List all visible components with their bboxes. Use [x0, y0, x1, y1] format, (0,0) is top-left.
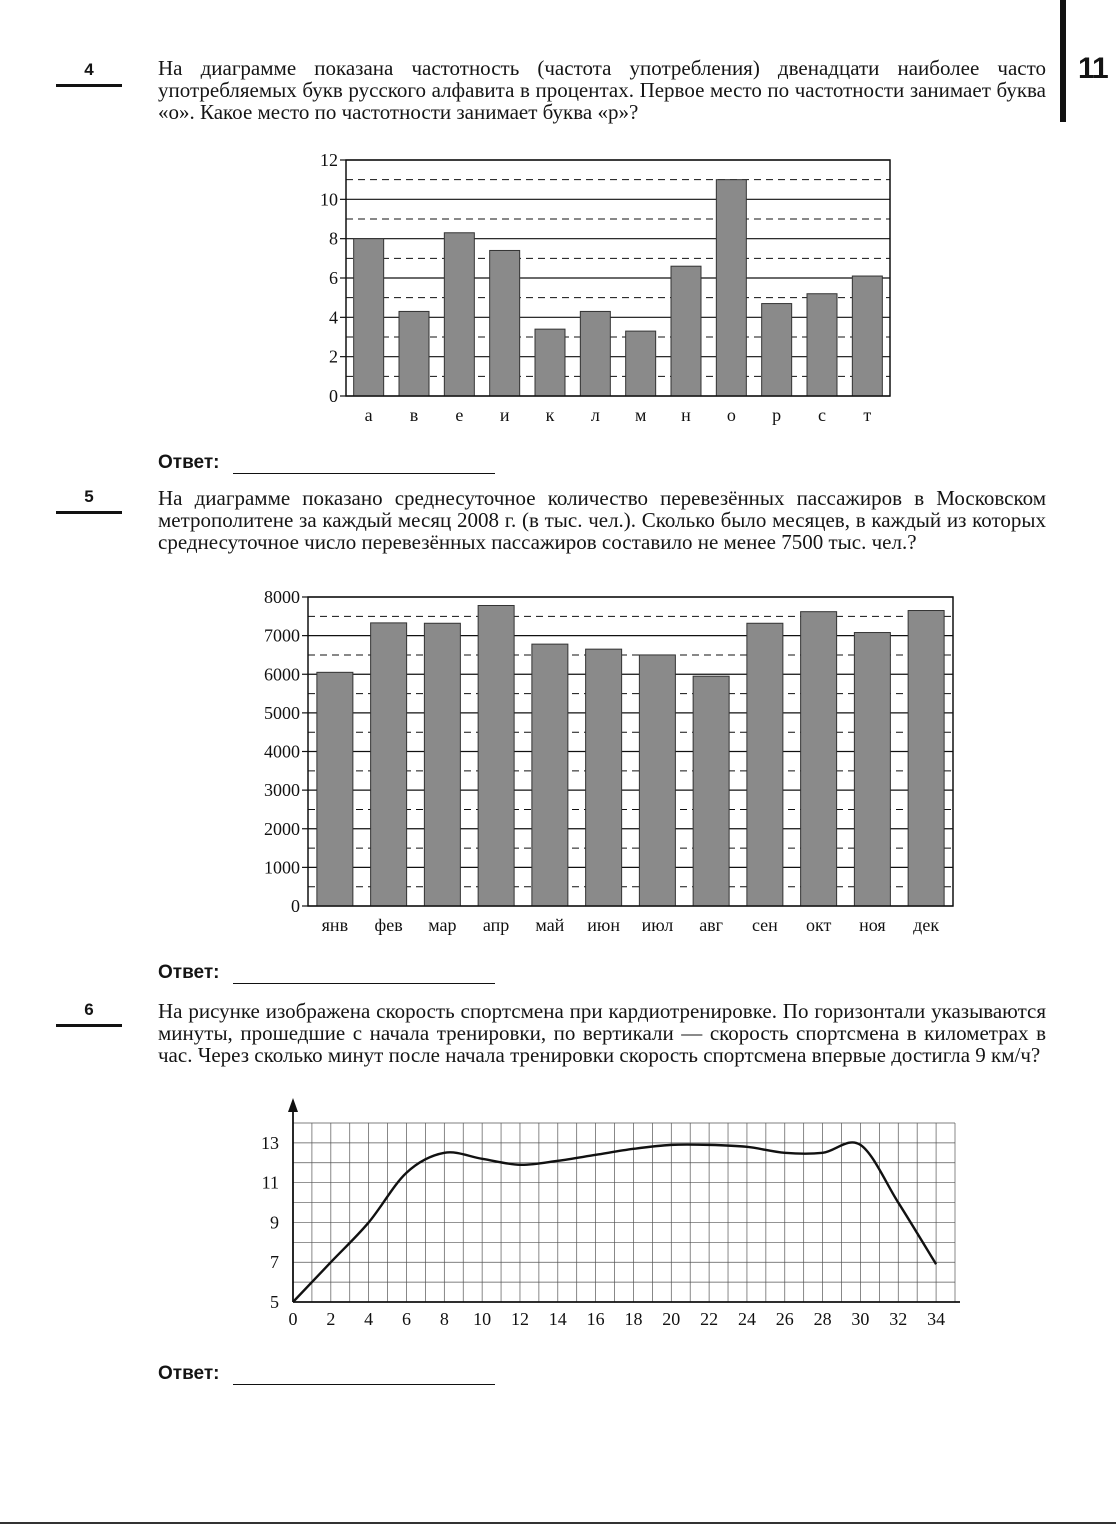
- task-4-answer-label: Ответ:: [158, 452, 220, 473]
- x-tick-label: 4: [364, 1309, 374, 1329]
- bar-сен: [747, 623, 783, 906]
- x-tick-label: т: [863, 405, 872, 425]
- task-5-answer: [158, 962, 495, 984]
- x-tick-label: фев: [374, 915, 403, 935]
- x-tick-label: 20: [662, 1309, 681, 1329]
- x-tick-label: сен: [751, 915, 778, 935]
- y-tick-label: 2000: [264, 818, 300, 839]
- y-tick-label: 7: [270, 1252, 279, 1273]
- task-5-number: 5: [56, 487, 122, 514]
- x-tick-label: о: [726, 405, 736, 425]
- x-tick-label: 12: [510, 1309, 529, 1329]
- bar-окт: [801, 612, 837, 906]
- x-tick-label: апр: [482, 915, 510, 935]
- bar-н: [671, 266, 701, 396]
- y-tick-label: 9: [270, 1212, 279, 1233]
- x-tick-label: 26: [775, 1309, 794, 1329]
- y-tick-label: 4: [329, 307, 338, 328]
- x-tick-label: 6: [401, 1309, 411, 1329]
- bar-май: [532, 644, 568, 906]
- y-tick-label: 0: [329, 386, 338, 406]
- x-tick-label: с: [818, 405, 826, 425]
- task-4-answer-field[interactable]: [233, 472, 495, 474]
- y-tick-label: 3000: [264, 780, 300, 801]
- y-tick-label: 6: [329, 268, 338, 288]
- bar-а: [354, 239, 384, 396]
- task-5-text: На диаграмме показано среднесуточное количество перевезённых пассажиров в Московском метрополитене за каждый месяц 2008 г. (в тыс. чел.). Сколько было месяцев, в каждый из которых среднесуточное число перевезённых пассажиров составило не менее 7500 тыс. чел.?: [158, 486, 1046, 554]
- x-tick-label: 18: [624, 1309, 643, 1329]
- task-4-text: На диаграмме показана частотность (частота употребления) двенадцати наиболее часто употребляемых букв русского алфавита в процентах. Первое место по частотности занимает буква «о». Какое место по частотности занимает буква «р»?: [158, 56, 1046, 124]
- x-tick-label: н: [681, 405, 691, 425]
- letter-frequency-chart: [300, 145, 900, 430]
- y-tick-label: 6000: [264, 664, 300, 685]
- x-tick-label: в: [409, 405, 419, 425]
- x-tick-label: 8: [439, 1309, 449, 1329]
- y-tick-label: 11: [261, 1172, 279, 1193]
- bar-июн: [586, 649, 622, 906]
- task-5-answer-label: Ответ:: [158, 962, 220, 983]
- x-tick-label: 34: [927, 1309, 946, 1329]
- x-tick-label: е: [455, 405, 464, 425]
- bar-с: [807, 294, 837, 396]
- task-6-answer-field[interactable]: [233, 1383, 495, 1385]
- x-tick-label: 10: [473, 1309, 492, 1329]
- y-tick-label: 0: [291, 896, 300, 916]
- bar-фев: [371, 623, 407, 906]
- bar-к: [535, 329, 565, 396]
- x-tick-label: июл: [641, 915, 674, 935]
- y-tick-label: 7000: [264, 625, 300, 646]
- bar-е: [444, 233, 474, 396]
- x-tick-label: 32: [889, 1309, 908, 1329]
- x-tick-label: янв: [321, 915, 349, 935]
- page-bottom-rule: [0, 1522, 1116, 1524]
- x-tick-label: м: [634, 405, 647, 425]
- bar-ноя: [854, 633, 890, 906]
- y-tick-label: 1000: [264, 857, 300, 878]
- bar-о: [716, 180, 746, 396]
- task-4-answer: [158, 452, 495, 474]
- x-tick-label: 0: [288, 1309, 298, 1329]
- bar-м: [626, 331, 656, 396]
- bar-р: [762, 304, 792, 396]
- x-tick-label: и: [499, 405, 510, 425]
- page-edge-bar: [1060, 0, 1066, 122]
- bar-и: [490, 250, 520, 396]
- x-tick-label: мар: [428, 915, 457, 935]
- y-tick-label: 5000: [264, 702, 300, 723]
- x-tick-label: к: [545, 405, 555, 425]
- x-tick-label: май: [535, 915, 565, 935]
- x-tick-label: 2: [326, 1309, 336, 1329]
- y-tick-label: 8: [329, 228, 338, 249]
- y-tick-label: 13: [261, 1132, 279, 1153]
- y-tick-label: 12: [320, 150, 338, 170]
- bar-июл: [639, 655, 675, 906]
- task-6-answer-label: Ответ:: [158, 1363, 220, 1384]
- y-tick-label: 10: [320, 189, 338, 210]
- bar-т: [852, 276, 882, 396]
- x-tick-label: л: [590, 405, 600, 425]
- bar-дек: [908, 611, 944, 906]
- x-tick-label: 24: [737, 1309, 756, 1329]
- metro-passengers-chart: [232, 582, 972, 942]
- task-5-answer-field[interactable]: [233, 982, 495, 984]
- x-tick-label: 28: [813, 1309, 832, 1329]
- task-6-number: 6: [56, 1000, 122, 1027]
- y-tick-label: 5: [270, 1292, 279, 1312]
- x-tick-label: дек: [913, 915, 940, 935]
- bar-л: [580, 311, 610, 396]
- task-6-answer: [158, 1363, 495, 1385]
- bar-в: [399, 311, 429, 396]
- x-tick-label: 14: [548, 1309, 567, 1329]
- bar-авг: [693, 676, 729, 906]
- page-number: 11: [1078, 52, 1108, 85]
- x-tick-label: 16: [586, 1309, 605, 1329]
- task-6-text: На рисунке изображена скорость спортсмена при кардиотренировке. По горизонтали указываются минуты, прошедшие с начала тренировки, по вертикали — скорость спортсмена в километрах в час. Через сколько минут после начала тренировки скорость спортсмена впервые достигла 9 км/ч?: [158, 999, 1046, 1067]
- y-axis-arrow: [288, 1098, 298, 1112]
- x-tick-label: окт: [805, 915, 832, 935]
- x-tick-label: р: [772, 405, 782, 425]
- y-tick-label: 4000: [264, 741, 300, 762]
- x-tick-label: 30: [851, 1309, 870, 1329]
- bar-апр: [478, 605, 514, 906]
- bar-янв: [317, 672, 353, 906]
- x-tick-label: ноя: [859, 915, 886, 935]
- y-tick-label: 2: [329, 346, 338, 367]
- bar-мар: [424, 623, 460, 906]
- x-tick-label: 22: [700, 1309, 719, 1329]
- x-tick-label: июн: [587, 915, 620, 935]
- athlete-speed-chart: [240, 1090, 960, 1350]
- x-tick-label: а: [364, 405, 373, 425]
- y-tick-label: 8000: [264, 587, 300, 607]
- x-tick-label: авг: [699, 915, 724, 935]
- task-4-number: 4: [56, 60, 122, 87]
